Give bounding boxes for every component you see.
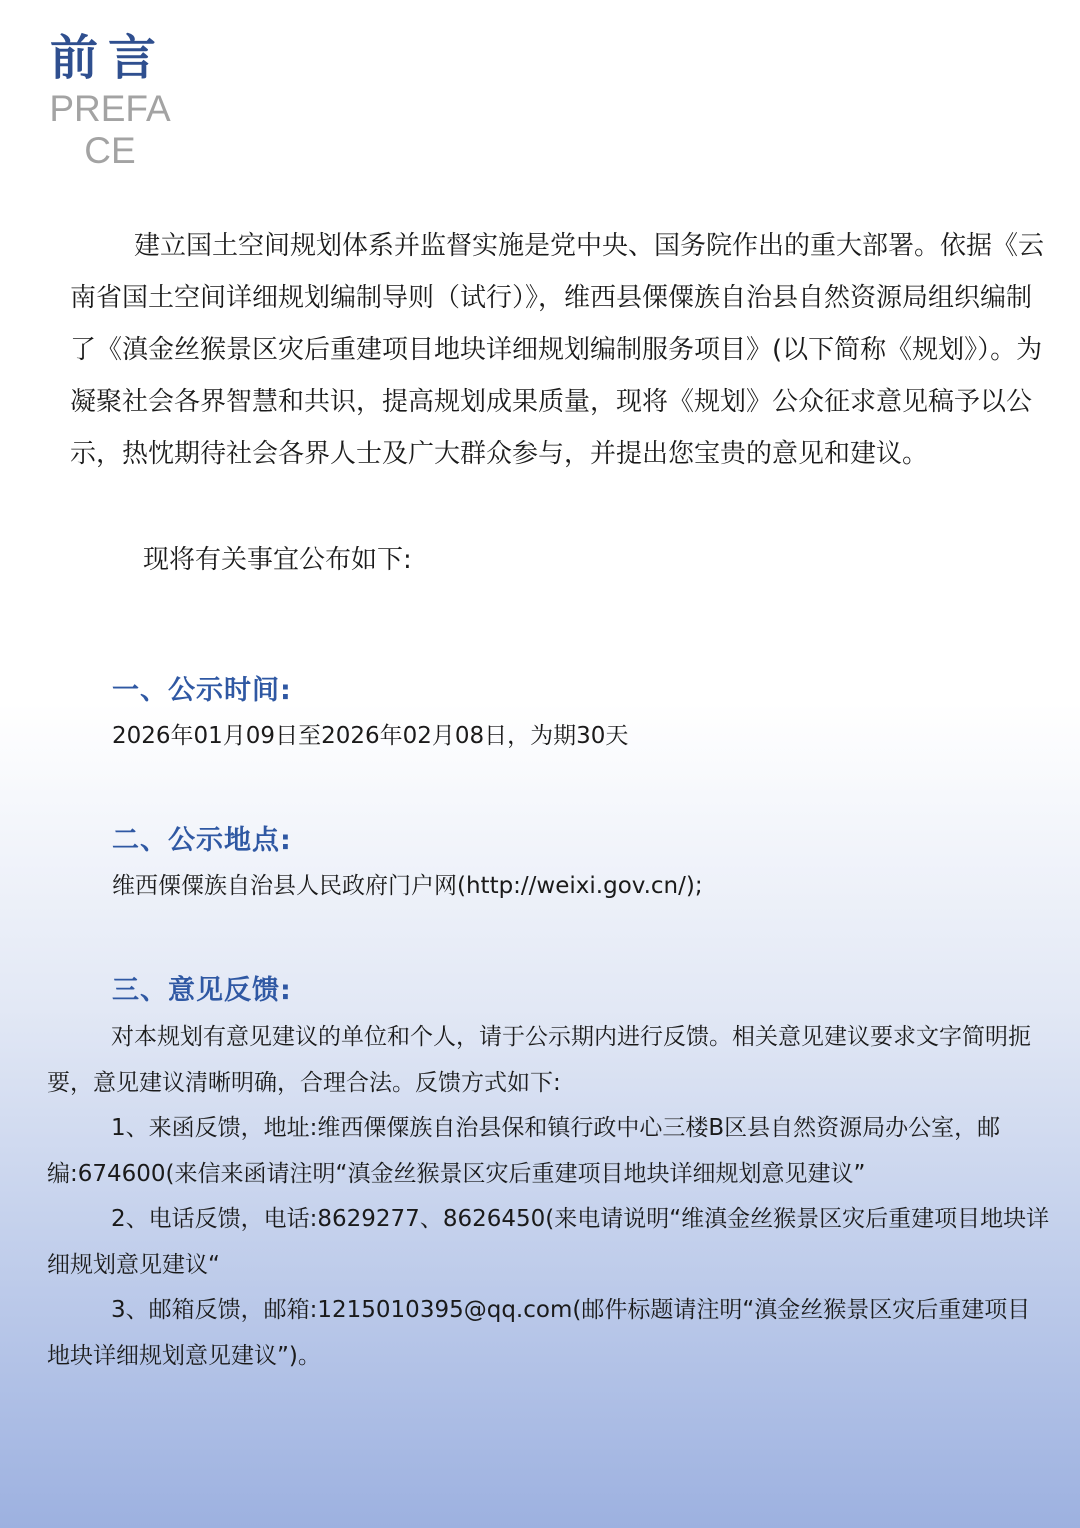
section-heading-time: 一、公示时间: (112, 675, 292, 706)
preface-title-block (36, 28, 186, 172)
section-heading-feedback: 三、意见反馈: (112, 975, 292, 1006)
feedback-intro: 对本规划有意见建议的单位和个人，请于公示期内进行反馈。相关意见建议要求文字简明扼要，意见建议清晰明确，合理合法。反馈方式如下: (47, 1024, 1031, 1096)
feedback-details (47, 1015, 1052, 1379)
intro-announcement: 现将有关事宜公布如下: (143, 545, 412, 575)
intro-text (70, 220, 1045, 480)
feedback-item-phone: 2、电话反馈，电话:8629277、8626450(来电请说明“维滇金丝猴景区灾后重建项目地块详细规划意见建议“ (47, 1206, 1050, 1278)
feedback-item-mail: 1、来函反馈，地址:维西傈僳族自治县保和镇行政中心三楼B区县自然资源局办公室，邮编:674600(来信来函请注明“滇金丝猴景区灾后重建项目地块详细规划意见建议” (47, 1115, 1001, 1187)
section-body-place: 维西傈僳族自治县人民政府门户网(http://weixi.gov.cn/); (112, 873, 703, 899)
page-title: 前言 (50, 30, 167, 86)
section-heading-place: 二、公示地点: (112, 825, 292, 856)
section-body-time: 2026年01月09日至2026年02月08日，为期30天 (112, 723, 629, 749)
feedback-item-email: 3、邮箱反馈，邮箱:1215010395@qq.com(邮件标题请注明“滇金丝猴景区灾后重建项目地块详细规划意见建议”)。 (47, 1297, 1031, 1369)
intro-paragraph: 建立国土空间规划体系并监督实施是党中央、国务院作出的重大部署。依据《云南省国土空间详细规划编制导则（试行）》，维西县傈僳族自治县自然资源局组织编制了《滇金丝猴景区灾后重建项目地块详细规划编制服务项目》(以下简称《规划》）。为凝聚社会各界智慧和共识，提高规划成果质量，现将《规划》公众征求意见稿予以公示，热忱期待社会各界人士及广大群众参与，并提出您宝贵的意见和建议。 (70, 231, 1045, 469)
page-subtitle: PREFACE (49, 88, 171, 171)
